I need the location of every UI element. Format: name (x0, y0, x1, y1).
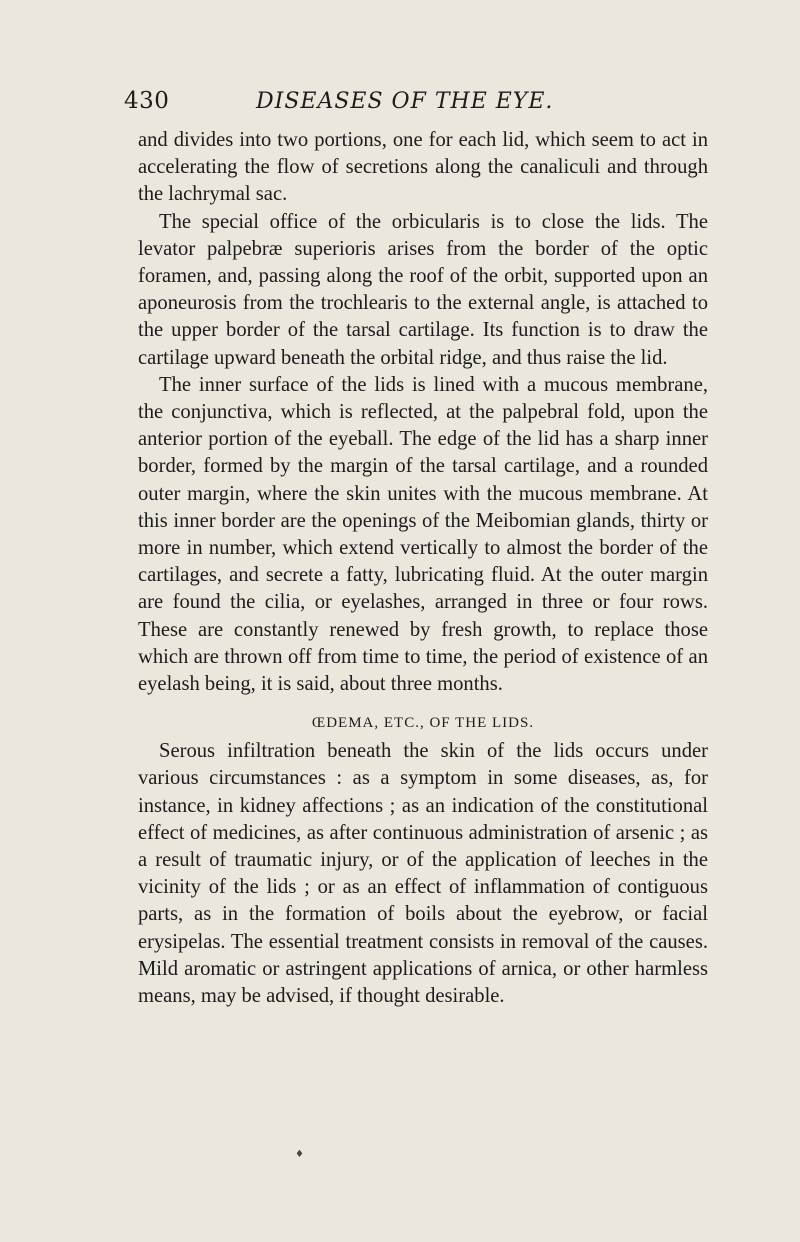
section-title: ŒDEMA, ETC., OF THE LIDS. (311, 715, 535, 732)
paragraph: The special office of the orbicularis is to close the lids. The levator palpebræ superioris arises from the border of the optic foramen, and, passing along the roof of the orbit, supported upon an aponeurosis from the trochlearis to the external angle, is attached to the upper border of the tarsal cartilage. Its function is to draw the cartilage upward beneath the orbital ridge, and thus raise the lid. (138, 210, 708, 369)
paragraph: Serous infiltration beneath the skin of the lids occurs under various circumstances : as a symptom in some diseases, as, for instance, in kidney affections ; as an indication of the constitutional effect of medicines, as after continuous administration of arsenic ; as a result of traumatic injury, or of the application of leeches in the vicinity of the lids ; or as an effect of inflammation of contiguous parts, as in the formation of boils about the eyebrow, or facial erysipelas. The essential treatment consists in removal of the causes. Mild aromatic or astringent applications of arnica, or other harmless means, may be advised, if thought desirable. (138, 740, 708, 1008)
paragraph: and divides into two portions, one for each lid, which seem to act in accelerating the flow of secretions along the canaliculi and through the lachrymal sac. (138, 129, 708, 206)
page-header (124, 88, 704, 122)
page-number: 430 (124, 88, 170, 114)
footer-mark: ♦ (295, 1149, 304, 1160)
paragraph: The inner surface of the lids is lined with a mucous membrane, the conjunctiva, which is reflected, at the palpebral fold, upon the anterior portion of the eyeball. The edge of the lid has a sharp inner border, formed by the margin of the tarsal cartilage, and a rounded outer margin, where the skin unites with the mucous membrane. At this inner border are the openings of the Meibomian glands, thirty or more in number, which extend vertically to almost the border of the cartilages, and secrete a fatty, lubricating fluid. At the outer margin are found the cilia, or eyelashes, arranged in three or four rows. These are constantly renewed by fresh growth, to replace those which are thrown off from time to time, the period of existence of an eyelash being, it is said, about three months. (138, 373, 708, 696)
running-head: DISEASES OF THE EYE. (256, 89, 554, 114)
body-text (138, 127, 708, 1010)
